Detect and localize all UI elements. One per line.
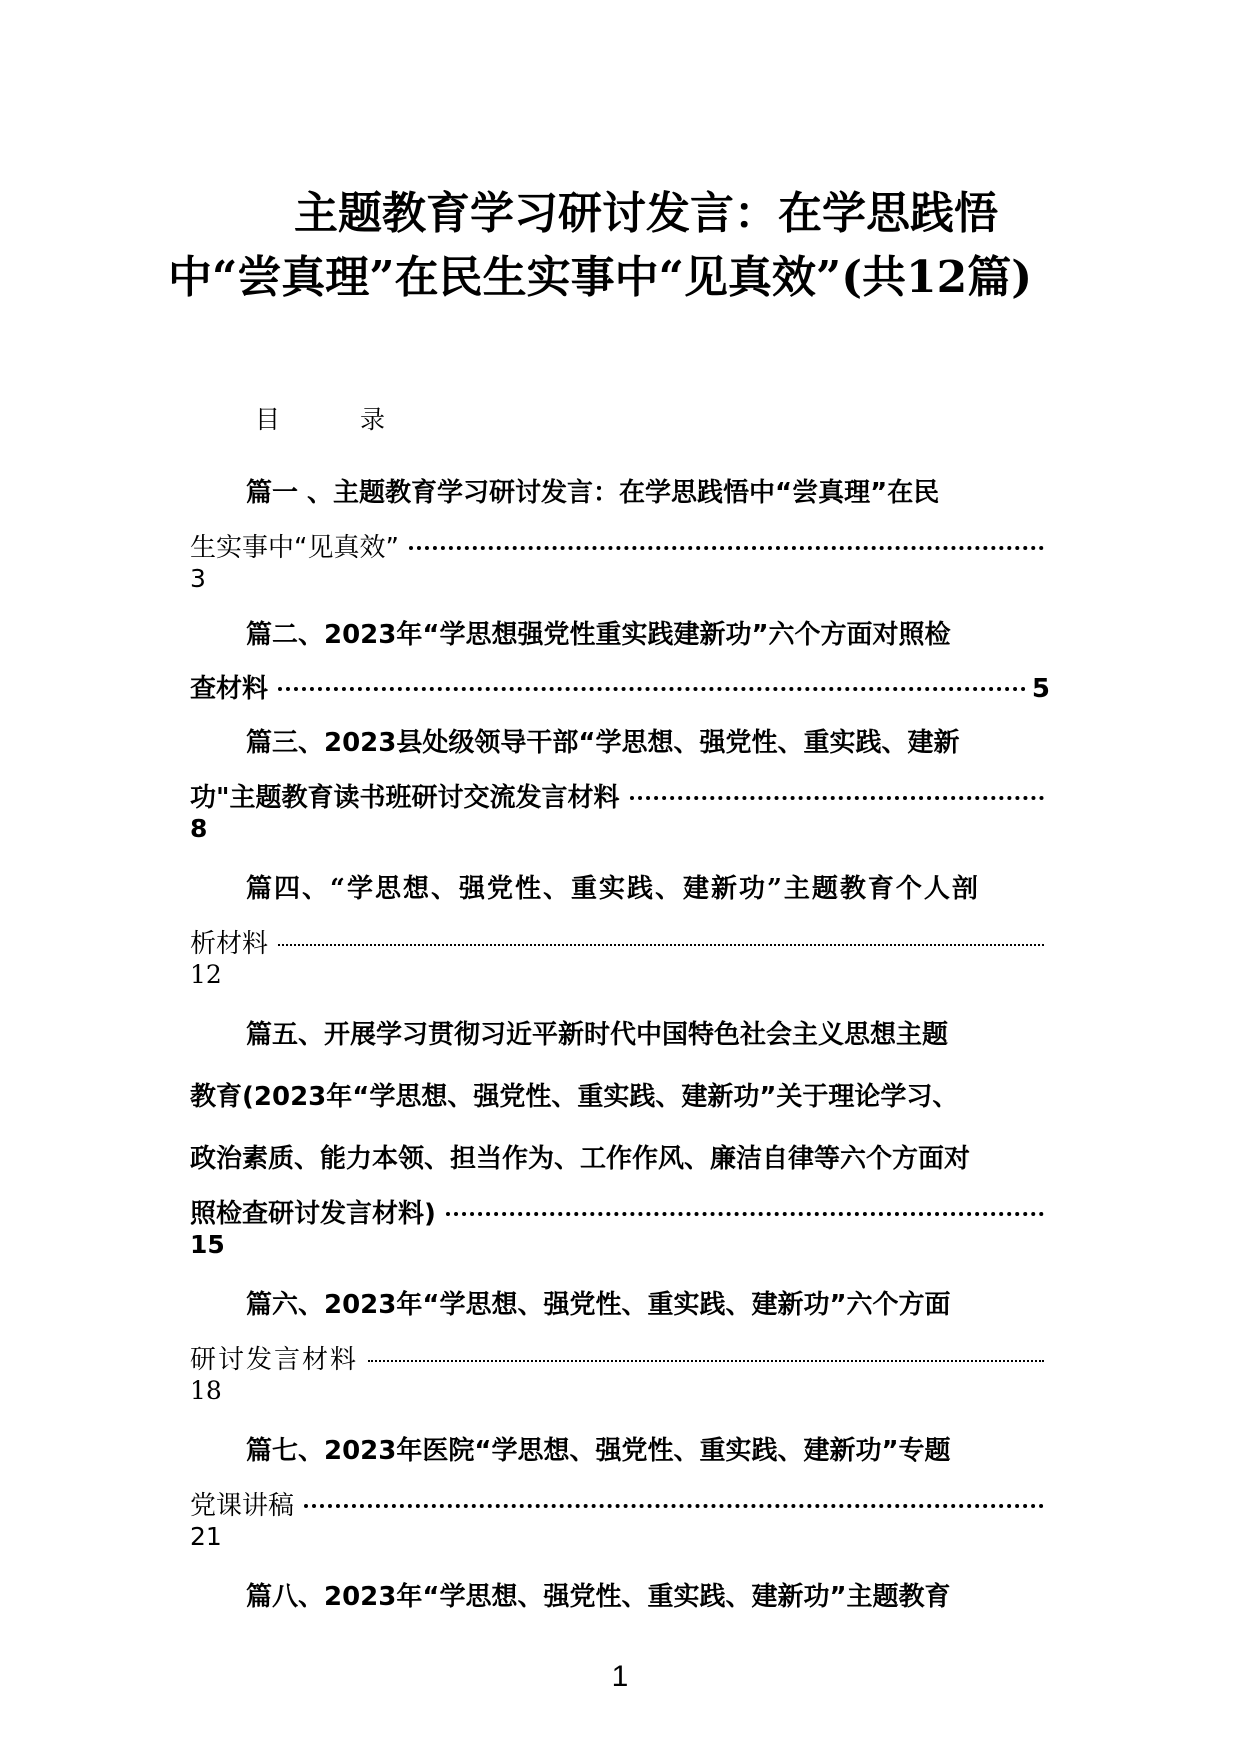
- toc-entry[interactable]: [190, 712, 1050, 844]
- toc-entry-title: 篇五、开展学习贯彻习近平新时代中国特色社会主义思想主题: [246, 1020, 949, 1050]
- leader-dots: [409, 546, 1044, 550]
- leader-dots: [630, 796, 1044, 800]
- toc-entry-line: 教育(2023年“学思想、强党性、重实践、建新功”关于理论学习、: [190, 1082, 959, 1112]
- toc-entry-title: 篇四、“学思想、强党性、重实践、建新功”主题教育个人剖: [246, 874, 980, 904]
- leader-dots: [446, 1212, 1044, 1216]
- document-title: 主题教育学习研讨发言：在学思践悟中“尝真理”在民生实事中“见真效”(共12篇): [168, 188, 1033, 303]
- toc-entry[interactable]: [190, 1004, 1050, 1260]
- toc-entry-continuation: 功"主题教育读书班研讨交流发言材料: [190, 783, 620, 813]
- toc-entry-line: 政治素质、能力本领、担当作为、工作作风、廉洁自律等六个方面对: [190, 1144, 971, 1174]
- toc-entry[interactable]: [190, 858, 1050, 990]
- toc-entry-page: 15: [190, 1230, 225, 1259]
- toc-entry-title: 篇一 、主题教育学习研讨发言：在学思践悟中“尝真理”在民: [246, 478, 940, 508]
- toc-entry[interactable]: [190, 462, 1050, 594]
- toc-heading: 目 录: [255, 405, 421, 434]
- toc-entry-continuation: 研讨发言材料: [190, 1345, 359, 1375]
- leader-dots: [304, 1504, 1044, 1508]
- toc-entry[interactable]: [190, 1274, 1050, 1406]
- page-number: 1: [611, 1660, 629, 1693]
- toc-entry-title: 篇八、2023年“学思想、强党性、重实践、建新功”主题教育: [246, 1582, 951, 1612]
- toc-entry-continuation: 党课讲稿: [190, 1491, 295, 1521]
- toc-entry-page: 18: [190, 1376, 222, 1405]
- toc-entry[interactable]: [190, 1566, 1050, 1628]
- toc-entry-title: 篇三、2023县处级领导干部“学思想、强党性、重实践、建新: [246, 728, 960, 758]
- toc-entry-title: 篇二、2023年“学思想强党性重实践建新功”六个方面对照检: [246, 620, 951, 650]
- toc-entry-title: 篇六、2023年“学思想、强党性、重实践、建新功”六个方面: [246, 1290, 951, 1320]
- toc-entry-continuation: 照检查研讨发言材料): [190, 1199, 436, 1229]
- toc-entry-continuation: 析材料: [190, 929, 269, 959]
- toc-entry[interactable]: [190, 604, 1050, 712]
- toc-entry[interactable]: [190, 1420, 1050, 1552]
- toc-entry-page: 5: [1031, 674, 1050, 704]
- toc-entry-title: 篇七、2023年医院“学思想、强党性、重实践、建新功”专题: [246, 1436, 951, 1466]
- toc-entry-page: 12: [190, 960, 222, 989]
- leader-dots: [278, 687, 1026, 691]
- leader-dots: [278, 944, 1044, 946]
- toc-entry-page: 3: [190, 564, 206, 593]
- toc-entry-page: 21: [190, 1522, 222, 1551]
- toc-entry-continuation: 生实事中“见真效”: [190, 533, 399, 563]
- table-of-contents: [190, 462, 1050, 1628]
- leader-dots: [368, 1360, 1044, 1362]
- toc-entry-page: 8: [190, 814, 208, 843]
- toc-entry-continuation: 查材料: [190, 674, 269, 704]
